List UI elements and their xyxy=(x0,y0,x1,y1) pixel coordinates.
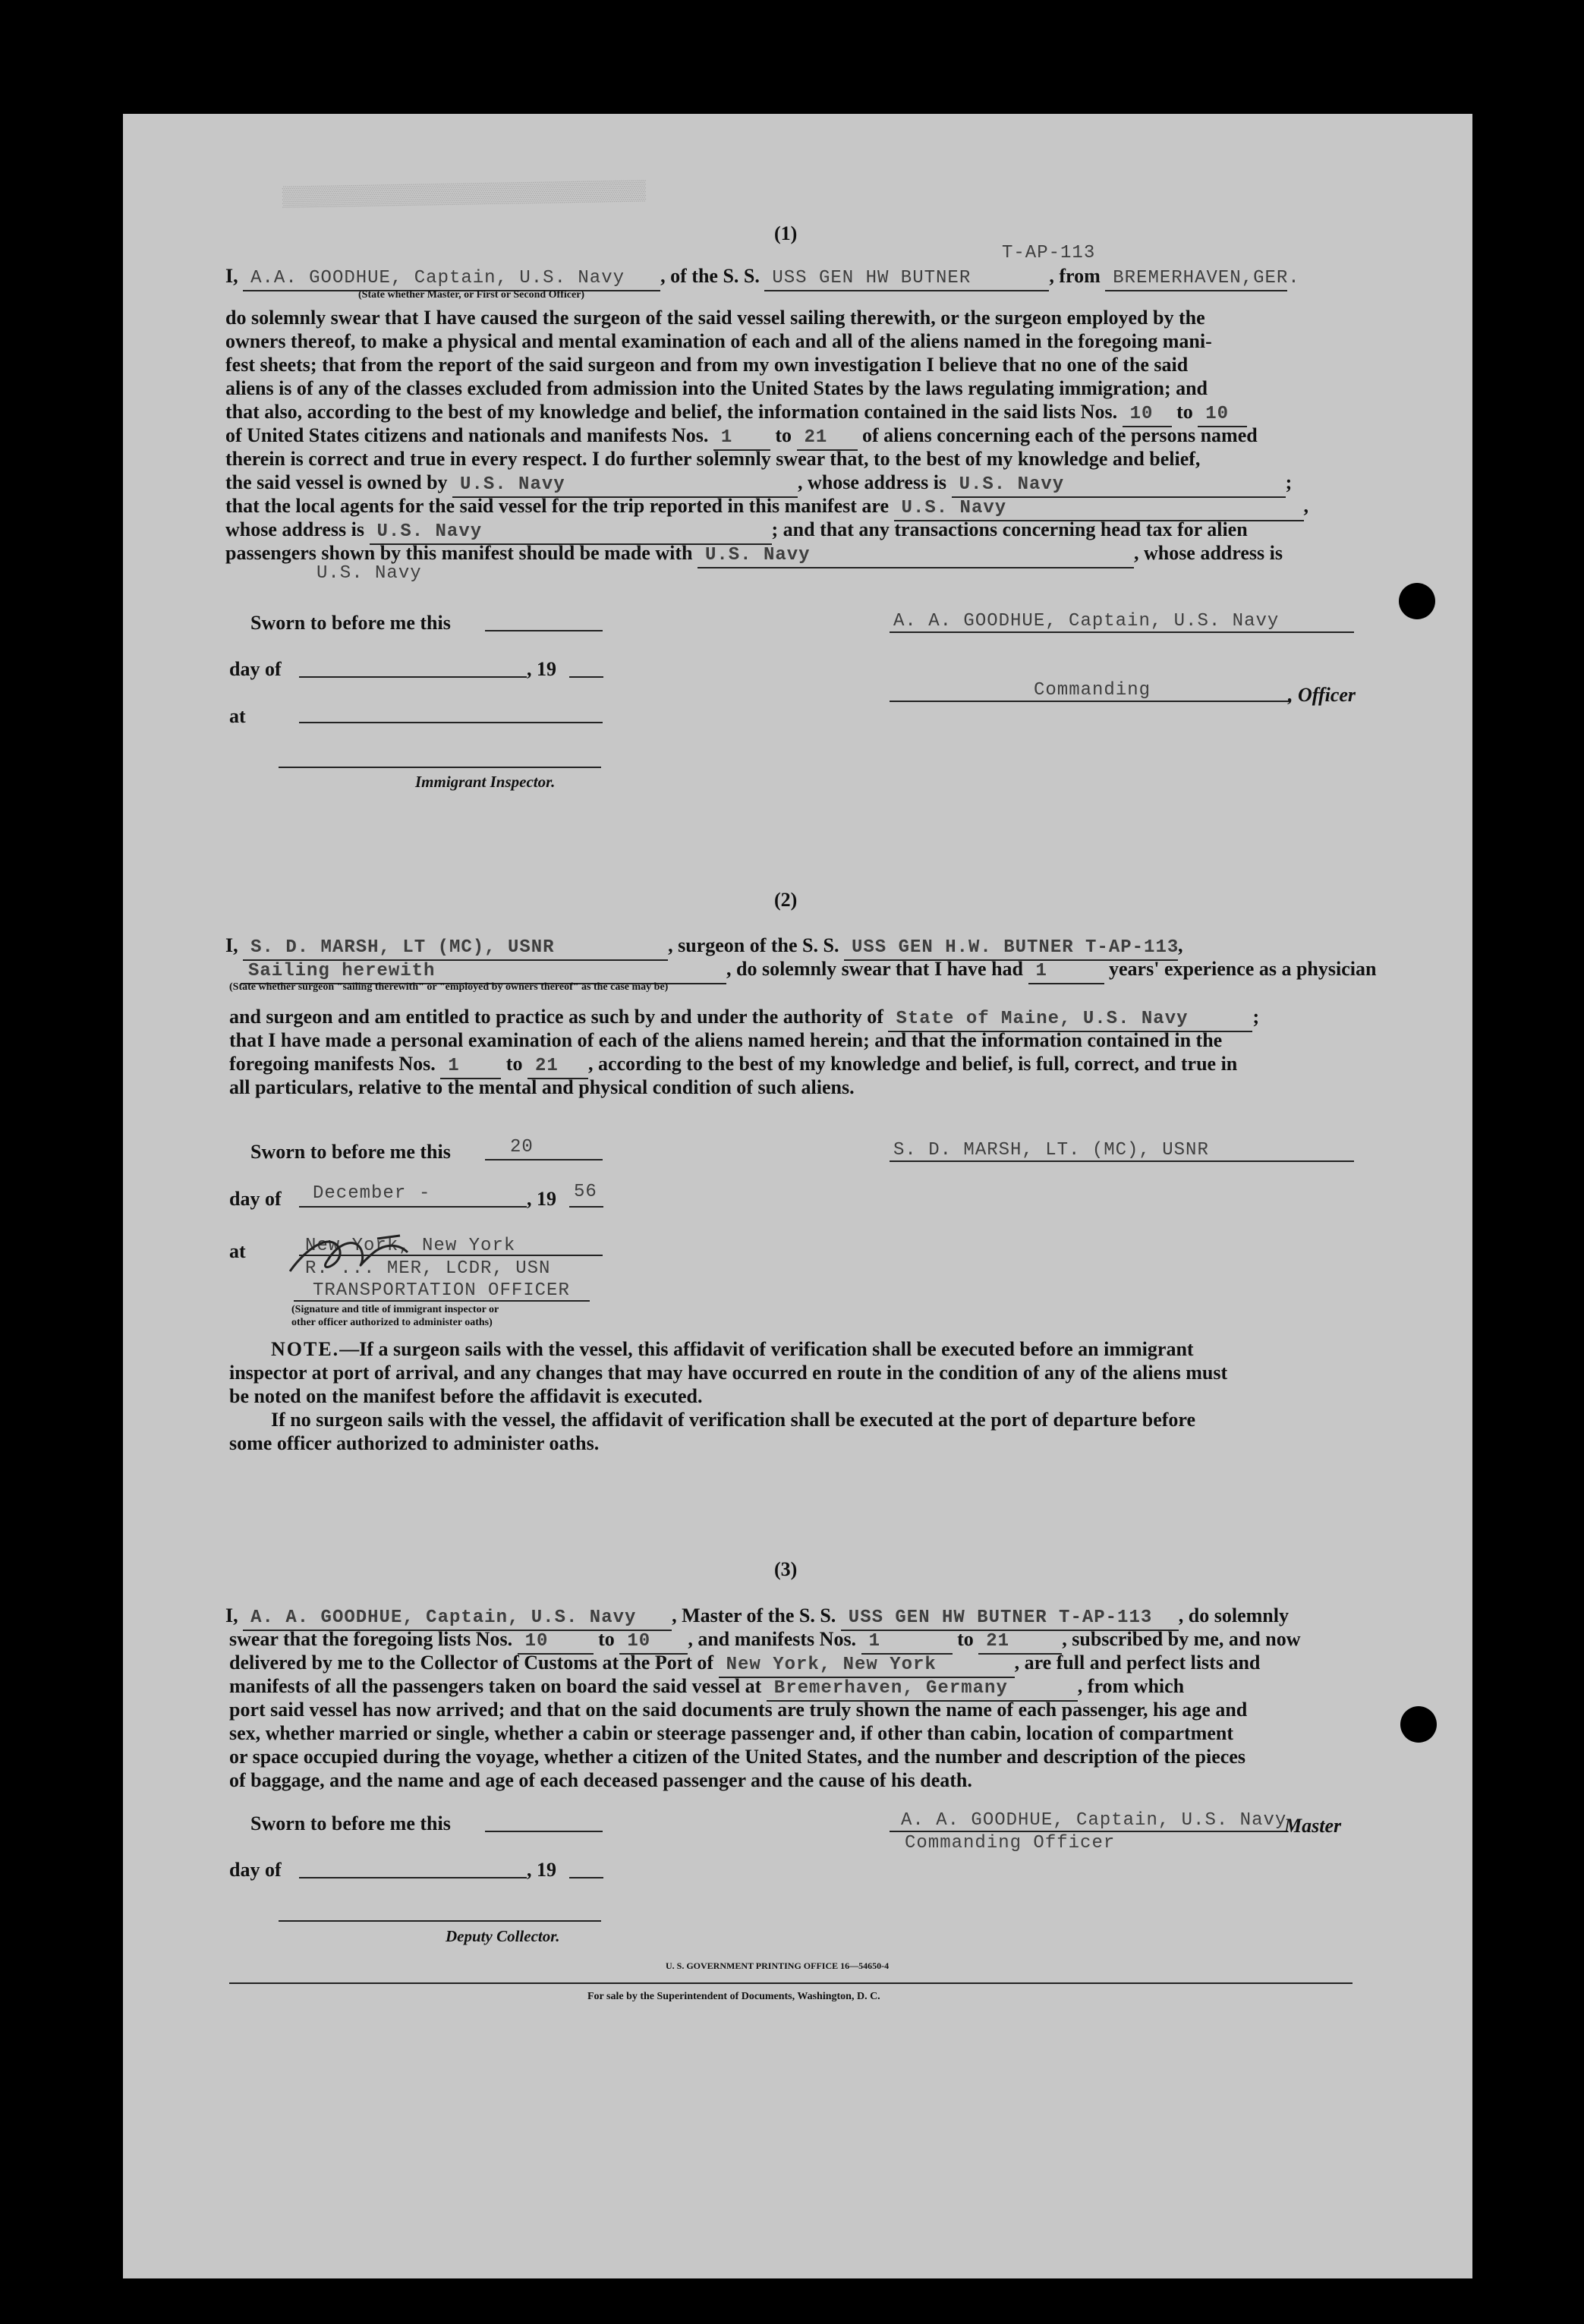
master-name-field: A.A. GOODHUE, Captain, U.S. Navy xyxy=(250,268,625,288)
master-name-field-3: A. A. GOODHUE, Captain, U.S. Navy xyxy=(250,1608,637,1628)
master-signature-line-1 xyxy=(890,631,1354,633)
vessel-name-field-3: USS GEN HW BUTNER T-AP-113 xyxy=(848,1608,1153,1628)
subscribed-text: , subscribed by me, and now xyxy=(1062,1628,1301,1650)
sworn-label-2: Sworn to before me this xyxy=(250,1141,451,1163)
note-line-5: some officer authorized to administer oaths. xyxy=(229,1432,600,1454)
place-field: New York, New York xyxy=(305,1236,516,1256)
manifests-from-field-3: 1 xyxy=(868,1631,880,1652)
whose-address-text: whose address is xyxy=(225,518,365,540)
at-line-1 xyxy=(299,722,603,723)
from-label: , from xyxy=(1049,265,1101,287)
pronoun-i: I, xyxy=(225,934,238,956)
inspector-title-field: TRANSPORTATION OFFICER xyxy=(313,1280,570,1301)
master-hint: (State whether Master, or First or Second Officer) xyxy=(358,289,585,301)
lists-from-field-3: 10 xyxy=(524,1631,549,1652)
officer-line xyxy=(890,701,1290,702)
lists-to-field: 10 xyxy=(1205,404,1230,424)
section-1-body-9: that the local agents for the said vessel for the trip reported in this manifest are U.S. Navy , xyxy=(225,494,1308,521)
inspector-name-field: R. ... MER, LCDR, USN xyxy=(305,1258,551,1279)
pronoun-i: I, xyxy=(225,1604,238,1626)
section-1-body-3: fest sheets; that from the report of the said surgeon and from my own investigation I believe that no one of the said xyxy=(225,354,1189,376)
aliens-text: of aliens concerning each of the persons named xyxy=(862,424,1258,446)
foregoing-lists-text: swear that the foregoing lists Nos. xyxy=(229,1628,513,1650)
sworn-line-2 xyxy=(485,1159,603,1160)
note-line-4: If no surgeon sails with the vessel, the affidavit of verification shall be executed at the port of departure before xyxy=(271,1409,1196,1431)
authority-text: and surgeon and am entitled to practice as such by and under the authority of xyxy=(229,1006,883,1028)
whose-address-text: , whose address is xyxy=(798,471,947,493)
note-label: NOTE. xyxy=(271,1338,340,1360)
at-label-1: at xyxy=(229,705,246,727)
full-perfect-text: , are full and perfect lists and xyxy=(1014,1652,1261,1674)
punch-hole-lower xyxy=(1400,1706,1437,1743)
and-manifests-text: , and manifests Nos. xyxy=(688,1628,857,1650)
manifests-from-field: 1 xyxy=(720,427,733,448)
surgeon-hint: (State whether surgeon "sailing therewith" or "employed by owners thereof" as the case may be) xyxy=(229,981,669,993)
master-signature-1: A. A. GOODHUE, Captain, U.S. Navy xyxy=(893,611,1280,631)
surgeon-name-field: S. D. MARSH, LT (MC), USNR xyxy=(250,937,555,958)
to-word: to xyxy=(1176,401,1193,423)
arrival-port-field: New York, New York xyxy=(726,1655,937,1675)
signature-hint-2: other officer authorized to administer oaths) xyxy=(291,1317,493,1328)
sworn-line-3 xyxy=(485,1831,603,1832)
day-line-3 xyxy=(299,1877,527,1878)
section-2-number: (2) xyxy=(774,889,798,911)
master-of-the-ss: , Master of the S. S. xyxy=(672,1604,836,1626)
master-signature-3: A. A. GOODHUE, Captain, U.S. Navy xyxy=(901,1810,1287,1831)
head-tax-address-field: U.S. Navy xyxy=(316,563,422,584)
agents-address-field: U.S. Navy xyxy=(376,521,483,542)
day-of-label-1: day of xyxy=(229,658,282,680)
years-experience-text: years' experience as a physician xyxy=(1109,958,1377,980)
inspector-line-2 xyxy=(294,1300,590,1302)
section-1-line-1 xyxy=(225,264,1300,291)
note-line-2: inspector at port of arrival, and any changes that may have occurred en route in the condition of any of the aliens must xyxy=(229,1362,1228,1384)
bleed-through-header: ▒▒▒▒▒▒▒▒▒▒▒▒▒▒▒▒▒▒▒▒▒▒▒▒▒▒ xyxy=(282,178,647,208)
immigrant-inspector-label: Immigrant Inspector. xyxy=(415,773,556,791)
section-3-body-2: sex, whether married or single, whether a cabin or steerage passenger and, if other than cabin, location of compartment xyxy=(229,1722,1233,1744)
pronoun-i: I, xyxy=(225,265,238,287)
collector-text: delivered by me to the Collector of Customs at the Port of xyxy=(229,1652,714,1674)
made-with-text: passengers shown by this manifest should be made with xyxy=(225,542,693,564)
month-dash: - xyxy=(419,1183,431,1204)
owner-address-field: U.S. Navy xyxy=(959,474,1065,495)
taken-on-board-text: manifests of all the passengers taken on board the said vessel at xyxy=(229,1675,762,1697)
year-line-2 xyxy=(569,1206,603,1208)
master-label: Master xyxy=(1284,1815,1342,1837)
section-2-line-4: that I have made a personal examination of each of the aliens named herein; and that the information contained in the xyxy=(229,1029,1223,1051)
section-1-body-8: the said vessel is owned by U.S. Navy , whose address is U.S. Navy ; xyxy=(225,471,1292,498)
year-label-2: , 19 xyxy=(527,1188,556,1210)
officer-label: , Officer xyxy=(1288,684,1356,706)
departure-field-3: Bremerhaven, Germany xyxy=(773,1678,1008,1699)
head-tax-text: ; and that any transactions concerning head tax for alien xyxy=(771,518,1248,540)
section-1-body-4: aliens is of any of the classes excluded from admission into the United States by the laws regulating immigration; and xyxy=(225,377,1208,399)
master-signature-line-3 xyxy=(890,1831,1288,1832)
section-1-body-2: owners thereof, to make a physical and mental examination of each and all of the aliens named in the foregoing mani- xyxy=(225,330,1212,352)
owner-field: U.S. Navy xyxy=(460,474,565,495)
surgeon-signature: S. D. MARSH, LT. (MC), USNR xyxy=(893,1140,1209,1160)
signature-hint-1: (Signature and title of immigrant inspector or xyxy=(291,1304,499,1315)
year-label-3: , 19 xyxy=(527,1859,556,1881)
day-line-1 xyxy=(299,676,527,678)
vessel-name-field: USS GEN HW BUTNER xyxy=(772,268,971,288)
lists-text: that also, according to the best of my knowledge and belief, the information contained in the said lists Nos. xyxy=(225,401,1118,423)
sworn-label-1: Sworn to before me this xyxy=(250,612,451,634)
from-which-text: , from which xyxy=(1077,1675,1185,1697)
sworn-label-3: Sworn to before me this xyxy=(250,1812,451,1834)
at-label-2: at xyxy=(229,1240,246,1262)
agents-field: U.S. Navy xyxy=(901,498,1007,518)
section-1-body-1: do solemnly swear that I have caused the surgeon of the said vessel sailing therewith, or the surgeon employed by the xyxy=(225,307,1205,329)
manifests-to-field-2: 21 xyxy=(534,1056,559,1076)
footer-rule xyxy=(229,1982,1353,1984)
years-field: 1 xyxy=(1035,961,1047,981)
sworn-line-1 xyxy=(485,630,603,631)
manifests-to-field-3: 21 xyxy=(986,1631,1010,1652)
section-3-body-1: port said vessel has now arrived; and that on the said documents are truly shown the name of each passenger, his age and xyxy=(229,1699,1248,1721)
commanding-officer-field: Commanding Officer xyxy=(905,1833,1116,1853)
gpo-imprint: U. S. GOVERNMENT PRINTING OFFICE 16—54650-4 xyxy=(666,1960,890,1971)
inspector-line-1 xyxy=(279,767,601,768)
section-3-body-4: of baggage, and the name and age of each deceased passenger and the cause of his death. xyxy=(229,1769,972,1791)
whose-address-text: , whose address is xyxy=(1133,542,1283,564)
head-tax-field: U.S. Navy xyxy=(704,545,811,565)
vessel-name-field-2: USS GEN H.W. BUTNER T-AP-113 xyxy=(851,937,1179,958)
lists-from-field: 10 xyxy=(1129,404,1154,424)
swear-had-text: , do solemnly swear that I have had xyxy=(726,958,1024,980)
section-3-number: (3) xyxy=(774,1558,798,1580)
section-1-body-7: therein is correct and true in every respect. I do further solemnly swear that, to the best of my knowledge and belief, xyxy=(225,448,1201,470)
lists-to-field-3: 10 xyxy=(627,1631,651,1652)
sale-imprint: For sale by the Superintendent of Documents, Washington, D. C. xyxy=(587,1991,880,2002)
of-the-ss: , of the S. S. xyxy=(660,265,760,287)
owned-by-text: the said vessel is owned by xyxy=(225,471,448,493)
do-solemnly-text: , do solemnly xyxy=(1178,1604,1289,1626)
note-line-3: be noted on the manifest before the affidavit is executed. xyxy=(229,1385,703,1407)
manifests-text: of United States citizens and nationals and manifests Nos. xyxy=(225,424,709,446)
departure-port-field: BREMERHAVEN,GER. xyxy=(1113,268,1300,288)
year-line-3 xyxy=(569,1877,603,1878)
to-word: to xyxy=(775,424,792,446)
surgeon-signature-line xyxy=(890,1160,1354,1162)
to-word: to xyxy=(957,1628,974,1650)
month-field: December xyxy=(313,1183,407,1204)
day-of-label-2: day of xyxy=(229,1188,282,1210)
year-label-1: , 19 xyxy=(527,658,556,680)
section-2-line-6: all particulars, relative to the mental and physical condition of such aliens. xyxy=(229,1076,855,1098)
sworn-day-field: 20 xyxy=(510,1137,534,1157)
section-2-line-2 xyxy=(225,957,1376,984)
foregoing-manifests-text: foregoing manifests Nos. xyxy=(229,1053,436,1075)
authority-field: State of Maine, U.S. Navy xyxy=(896,1009,1189,1029)
manifests-from-field-2: 1 xyxy=(448,1056,460,1076)
note-text-1: —If a surgeon sails with the vessel, this affidavit of verification shall be executed before an immigrant xyxy=(339,1338,1194,1360)
local-agents-text: that the local agents for the said vessel for the trip reported in this manifest are xyxy=(225,495,890,517)
sailing-field: Sailing herewith xyxy=(248,961,436,981)
year-line-1 xyxy=(569,676,603,678)
to-word: to xyxy=(505,1053,523,1075)
day-line-2 xyxy=(299,1206,527,1208)
officer-rank: Commanding xyxy=(1034,680,1151,701)
according-text: , according to the best of my knowledge and belief, is full, correct, and true in xyxy=(587,1053,1238,1075)
section-2-line-3: and surgeon and am entitled to practice as such by and under the authority of State of Maine, U.S. Navy ; xyxy=(229,1005,1259,1032)
section-1-number: (1) xyxy=(774,222,798,244)
section-2-line-1: I, S. D. MARSH, LT (MC), USNR , surgeon of the S. S. USS GEN H.W. BUTNER T-AP-113, xyxy=(225,934,1182,961)
to-word: to xyxy=(598,1628,615,1650)
section-3-body-3: or space occupied during the voyage, whether a citizen of the United States, and the number and description of the pieces xyxy=(229,1746,1245,1768)
punch-hole-upper xyxy=(1399,583,1435,619)
surgeon-of-the-ss: , surgeon of the S. S. xyxy=(668,934,839,956)
deputy-collector-label: Deputy Collector. xyxy=(446,1927,560,1945)
note-line-1 xyxy=(271,1337,1194,1361)
year-field: 56 xyxy=(574,1182,597,1202)
manifests-to-field: 21 xyxy=(804,427,828,448)
day-of-label-3: day of xyxy=(229,1859,282,1881)
collector-line xyxy=(279,1920,601,1922)
ship-code: T-AP-113 xyxy=(1002,243,1096,263)
manifest-affidavit-page xyxy=(123,114,1472,2278)
